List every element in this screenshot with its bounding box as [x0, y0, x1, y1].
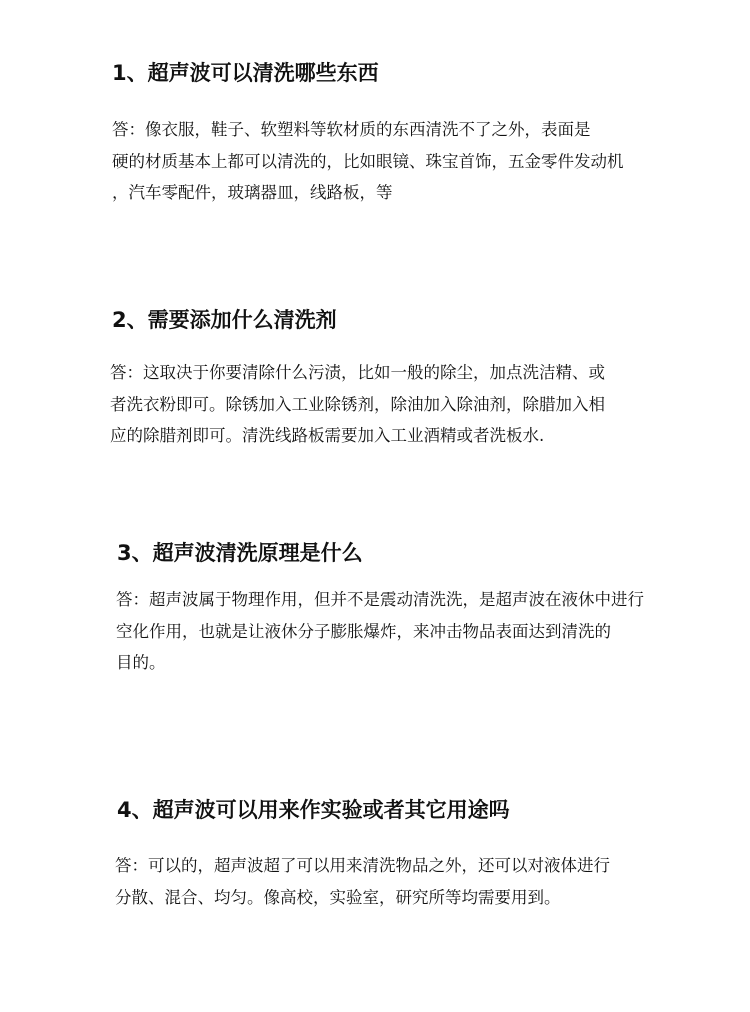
answer-line: 应的除腊剂即可。清洗线路板需要加入工业酒精或者洗板水.: [110, 426, 545, 445]
answer-line: 硬的材质基本上都可以清洗的，比如眼镜、珠宝首饰，五金零件发动机: [112, 151, 624, 171]
answer-line: 答：可以的，超声波超了可以用来清洗物品之外，还可以对液体进行: [115, 856, 610, 875]
answer-2: [110, 357, 605, 452]
question-4-heading: 4、超声波可以用来作实验或者其它用途吗: [117, 798, 510, 822]
answer-line: 答：像衣服，鞋子、软塑料等软材质的东西清洗不了之外，表面是: [112, 120, 591, 139]
answer-3: [116, 584, 644, 679]
answer-line: 答：超声波属于物理作用，但并不是震动清洗洗，是超声波在液休中进行: [116, 590, 644, 609]
answer-4: [115, 850, 610, 913]
answer-1: [112, 114, 624, 209]
question-2-heading: 2、需要添加什么清洗剂: [112, 308, 337, 332]
answer-line: 者洗衣粉即可。除锈加入工业除锈剂，除油加入除油剂，除腊加入相: [110, 394, 605, 414]
answer-line: 目的。: [116, 653, 166, 672]
question-3-heading: 3、超声波清洗原理是什么: [117, 541, 363, 565]
question-1-heading: 1、超声波可以清洗哪些东西: [112, 61, 379, 85]
answer-line: 分散、混合、均匀。像高校，实验室，研究所等均需要用到。: [115, 887, 561, 907]
answer-line: 答：这取决于你要清除什么污渍，比如一般的除尘，加点洗洁精、或: [110, 363, 605, 382]
answer-line: ，汽车零配件，玻璃器皿，线路板，等: [112, 183, 393, 202]
answer-line: 空化作用，也就是让液休分子膨胀爆炸，来冲击物品表面达到清洗的: [116, 621, 611, 641]
